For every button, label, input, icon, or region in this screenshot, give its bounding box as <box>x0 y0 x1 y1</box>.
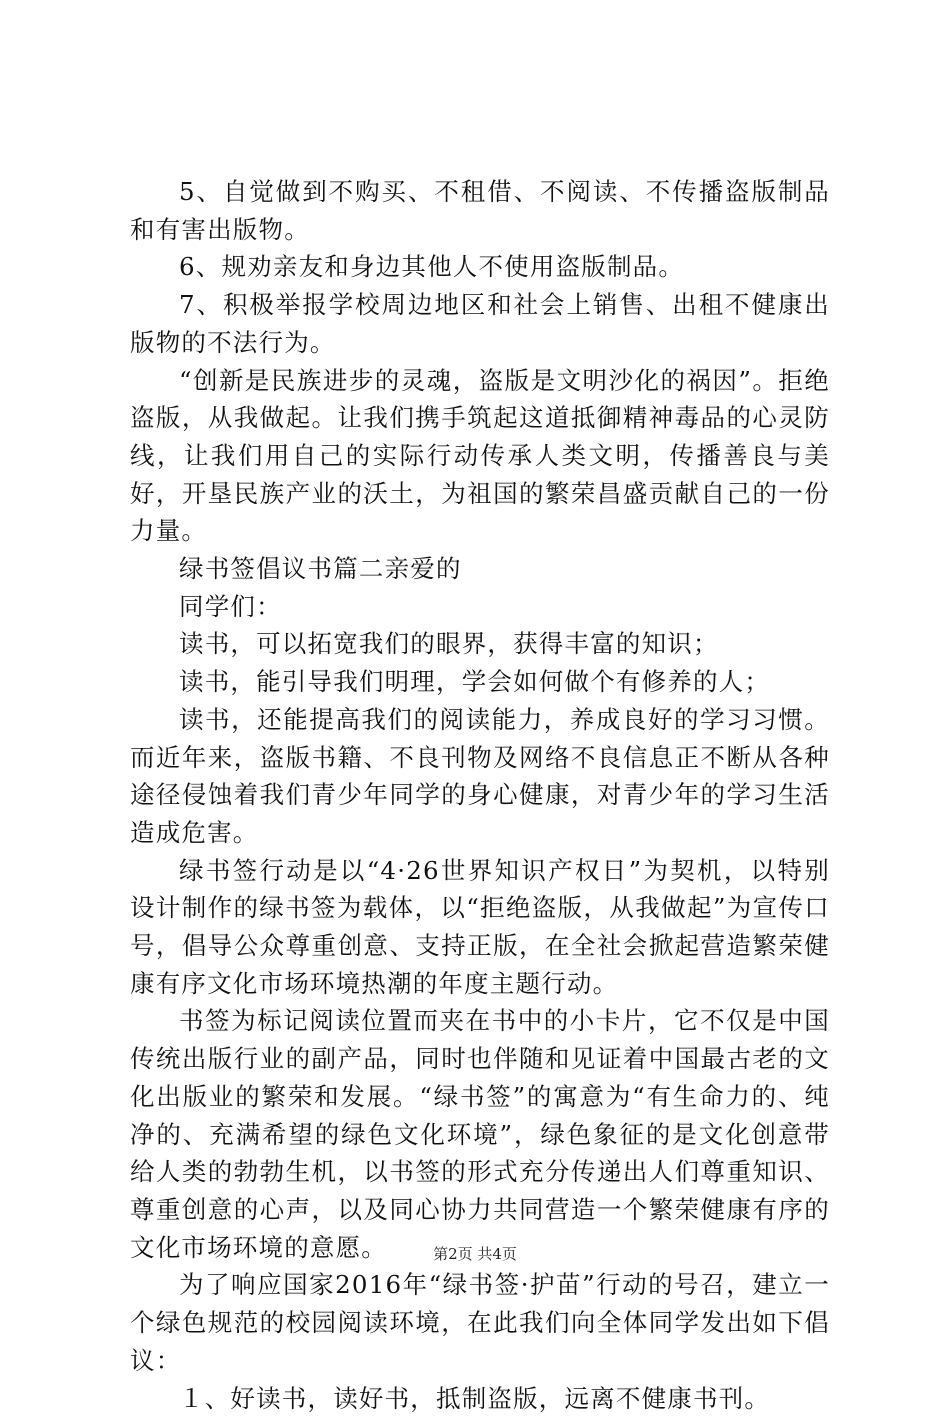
section-heading: 绿书签倡议书篇二亲爱的 <box>130 550 830 588</box>
paragraph-green-bookmark-action: 绿书签行动是以“4·26世界知识产权日”为契机，以特别设计制作的绿书签为载体，以“拒绝盗版，从我做起”为宣传口号，倡导公众尊重创意、支持正版，在全社会掀起营造繁荣健康有序文化市场环境热潮的年度主题行动。 <box>130 852 830 1003</box>
paragraph-call-to-action: 为了响应国家2016年“绿书签·护苗”行动的号召，建立一个绿色规范的校园阅读环境，在此我们向全体同学发出如下倡议： <box>130 1266 830 1379</box>
paragraph-item-6: 6、规劝亲友和身边其他人不使用盗版制品。 <box>130 248 830 286</box>
paragraph-slogan: “创新是民族进步的灵魂，盗版是文明沙化的祸因”。拒绝盗版，从我做起。让我们携手筑起这道抵御精神毒品的心灵防线，让我们用自己的实际行动传承人类文明，传播善良与美好，开垦民族产业的沃土，为祖国的繁荣昌盛贡献自己的一份力量。 <box>130 362 830 551</box>
salutation: 同学们： <box>130 588 830 626</box>
paragraph-reading-1: 读书，可以拓宽我们的眼界，获得丰富的知识； <box>130 625 830 663</box>
document-body <box>130 173 830 1417</box>
paragraph-item-5: 5、自觉做到不购买、不租借、不阅读、不传播盗版制品和有害出版物。 <box>130 173 830 248</box>
paragraph-proposal-1: １、好读书，读好书，抵制盗版，远离不健康书刊。 <box>130 1380 830 1417</box>
paragraph-reading-2: 读书，能引导我们明理，学会如何做个有修养的人； <box>130 663 830 701</box>
page-number-footer: 第2页 共4页 <box>0 1244 950 1264</box>
paragraph-reading-3: 读书，还能提高我们的阅读能力，养成良好的学习习惯。而近年来，盗版书籍、不良刊物及网络不良信息正不断从各种途径侵蚀着我们青少年同学的身心健康，对青少年的学习生活造成危害。 <box>130 701 830 852</box>
paragraph-item-7: 7、积极举报学校周边地区和社会上销售、出租不健康出版物的不法行为。 <box>130 286 830 361</box>
paragraph-bookmark-meaning: 书签为标记阅读位置而夹在书中的小卡片，它不仅是中国传统出版行业的副产品，同时也伴随和见证着中国最古老的文化出版业的繁荣和发展。“绿书签”的寓意为“有生命力的、纯净的、充满希望的绿色文化环境”，绿色象征的是文化创意带给人类的勃勃生机，以书签的形式充分传递出人们尊重知识、尊重创意的心声，以及同心协力共同营造一个繁荣健康有序的文化市场环境的意愿。 <box>130 1002 830 1266</box>
